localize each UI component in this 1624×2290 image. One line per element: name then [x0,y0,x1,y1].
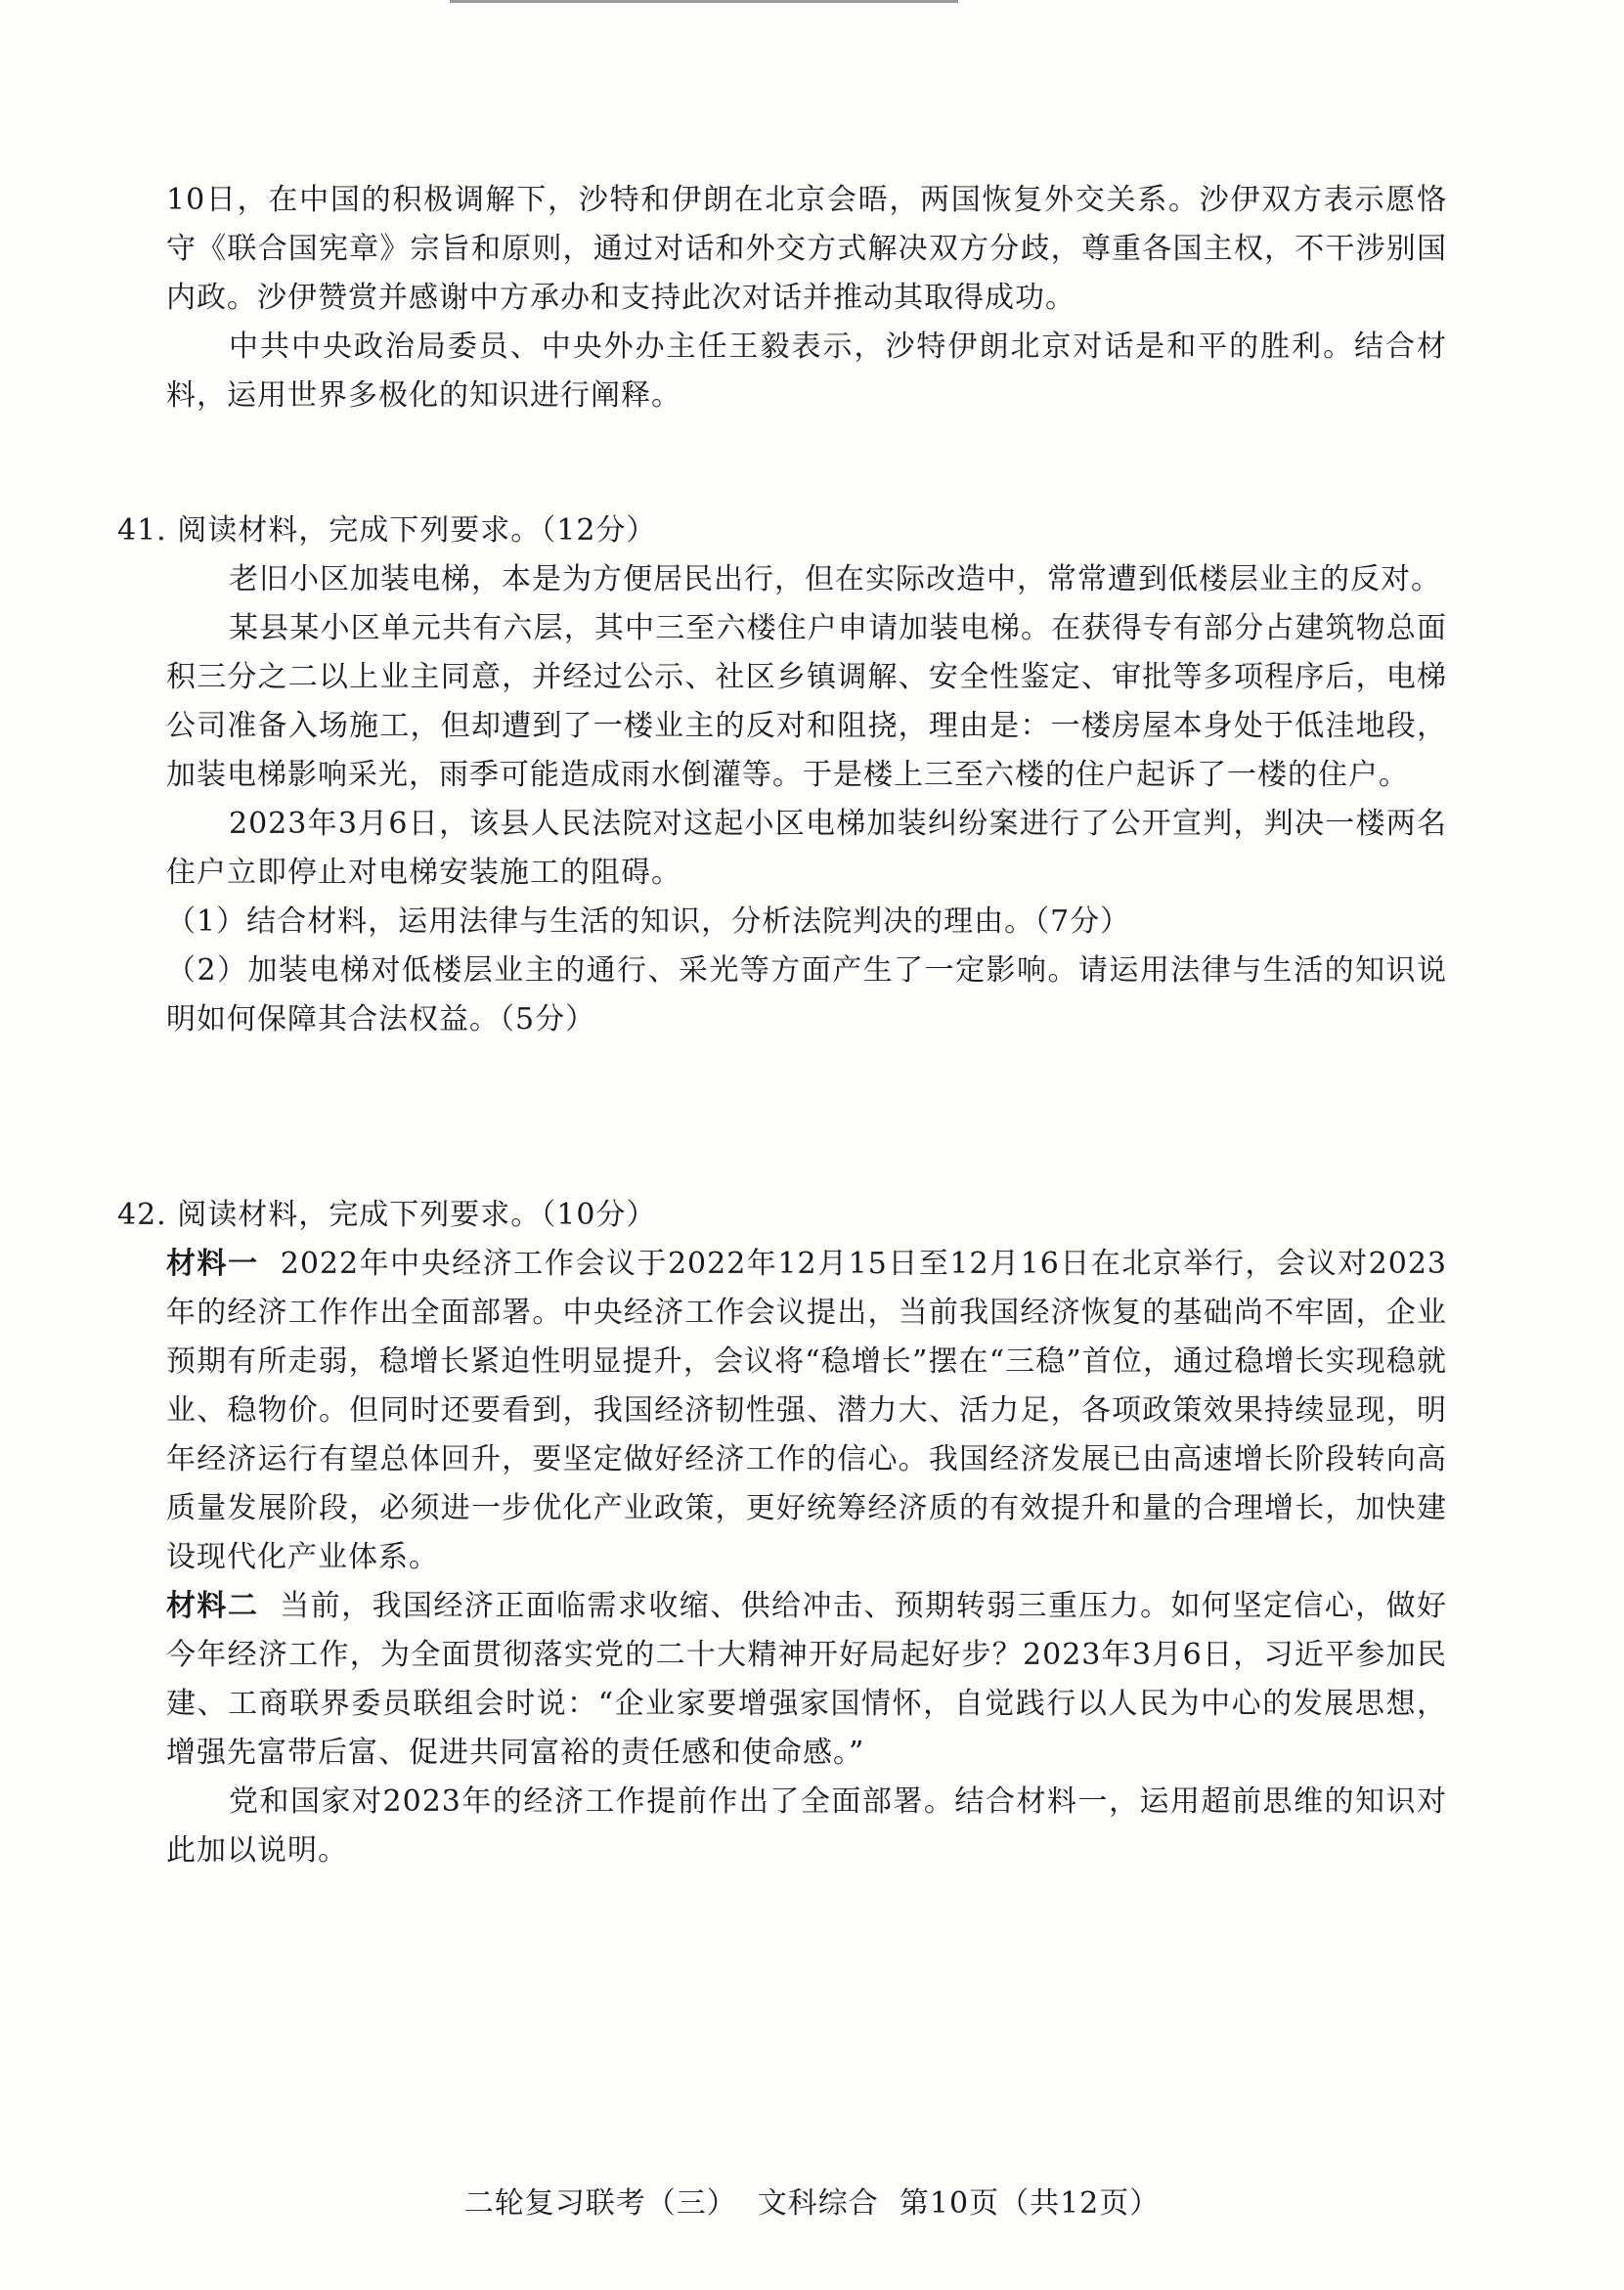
q42-heading: 42. 阅读材料，完成下列要求。（10分） [117,1198,657,1232]
answer-space [166,1044,1447,1191]
q42-question: 党和国家对2023年的经济工作提前作出了全面部署。结合材料一，运用超前思维的知识对此加以说明。 [166,1784,1447,1868]
q41-paragraph-3: 2023年3月6日，该县人民法院对这起小区电梯加装纠纷案进行了公开宣判，判决一楼两名住户立即停止对电梯安装施工的阻碍。 [166,807,1447,890]
top-rule [450,0,958,3]
q42-material-1 [166,1240,1447,1582]
page-content [117,176,1448,1875]
q41-heading: 41. 阅读材料，完成下列要求。（12分） [117,513,657,548]
q41-subquestion-2: （2）加装电梯对低楼层业主的通行、采光等方面产生了一定影响。请运用法律与生活的知识说明如何保障其合法权益。（5分） [166,953,1447,1036]
q42-material-2 [166,1582,1447,1778]
page-footer [0,2179,1624,2222]
footer-page-number: 第10页（共12页） [899,2186,1161,2221]
material-1-text: 2022年中央经济工作会议于2022年12月15日至12月16日在北京举行，会议对2023年的经济工作作出全面部署。中央经济工作会议提出，当前我国经济恢复的基础尚不牢固，企业预期有所走弱，稳增长紧迫性明显提升，会议将“稳增长”摆在“三稳”首位，通过稳增长实现稳就业、稳物价。但同时还要看到，我国经济韧性强、潜力大、活力足，各项政策效果持续显现，明年经济运行有望总体回升，要坚定做好经济工作的信心。我国经济发展已由高速增长阶段转向高质量发展阶段，必须进一步优化产业政策，更好统筹经济质的有效提升和量的合理增长，加快建设现代化产业体系。 [166,1247,1447,1574]
q41-subquestion-1: （1）结合材料，运用法律与生活的知识，分析法院判决的理由。（7分） [166,904,1131,939]
q40-paragraph-1: 10日，在中国的积极调解下，沙特和伊朗在北京会晤，两国恢复外交关系。沙伊双方表示愿恪守《联合国宪章》宗旨和原则，通过对话和外交方式解决双方分歧，尊重各国主权，不干涉别国内政。沙伊赞赏并感谢中方承办和支持此次对话并推动其取得成功。 [166,183,1447,315]
answer-space [166,420,1447,506]
footer-exam-name: 二轮复习联考（三） [463,2186,737,2221]
q41-paragraph-1: 老旧小区加装电梯，本是为方便居民出行，但在实际改造中，常常遭到低楼层业主的反对。 [229,562,1441,596]
q40-question: 中共中央政治局委员、中央外办主任王毅表示，沙特伊朗北京对话是和平的胜利。结合材料，运用世界多极化的知识进行阐释。 [166,330,1447,413]
material-2-text: 当前，我国经济正面临需求收缩、供给冲击、预期转弱三重压力。如何坚定信心，做好今年经济工作，为全面贯彻落实党的二十大精神开好局起好步？2023年3月6日，习近平参加民建、工商联界委员联组会时说：“企业家要增强家国情怀，自觉践行以人民为中心的发展思想，增强先富带后富、促进共同富裕的责任感和使命感。” [166,1589,1448,1770]
footer-subject: 文科综合 [757,2186,879,2221]
material-2-label: 材料二 [166,1589,259,1623]
material-1-label: 材料一 [166,1247,259,1281]
q41-paragraph-2: 某县某小区单元共有六层，其中三至六楼住户申请加装电梯。在获得专有部分占建筑物总面积三分之二以上业主同意，并经过公示、社区乡镇调解、安全性鉴定、审批等多项程序后，电梯公司准备入场施工，但却遭到了一楼业主的反对和阻挠，理由是：一楼房屋本身处于低洼地段，加装电梯影响采光，雨季可能造成雨水倒灌等。于是楼上三至六楼的住户起诉了一楼的住户。 [166,611,1447,792]
